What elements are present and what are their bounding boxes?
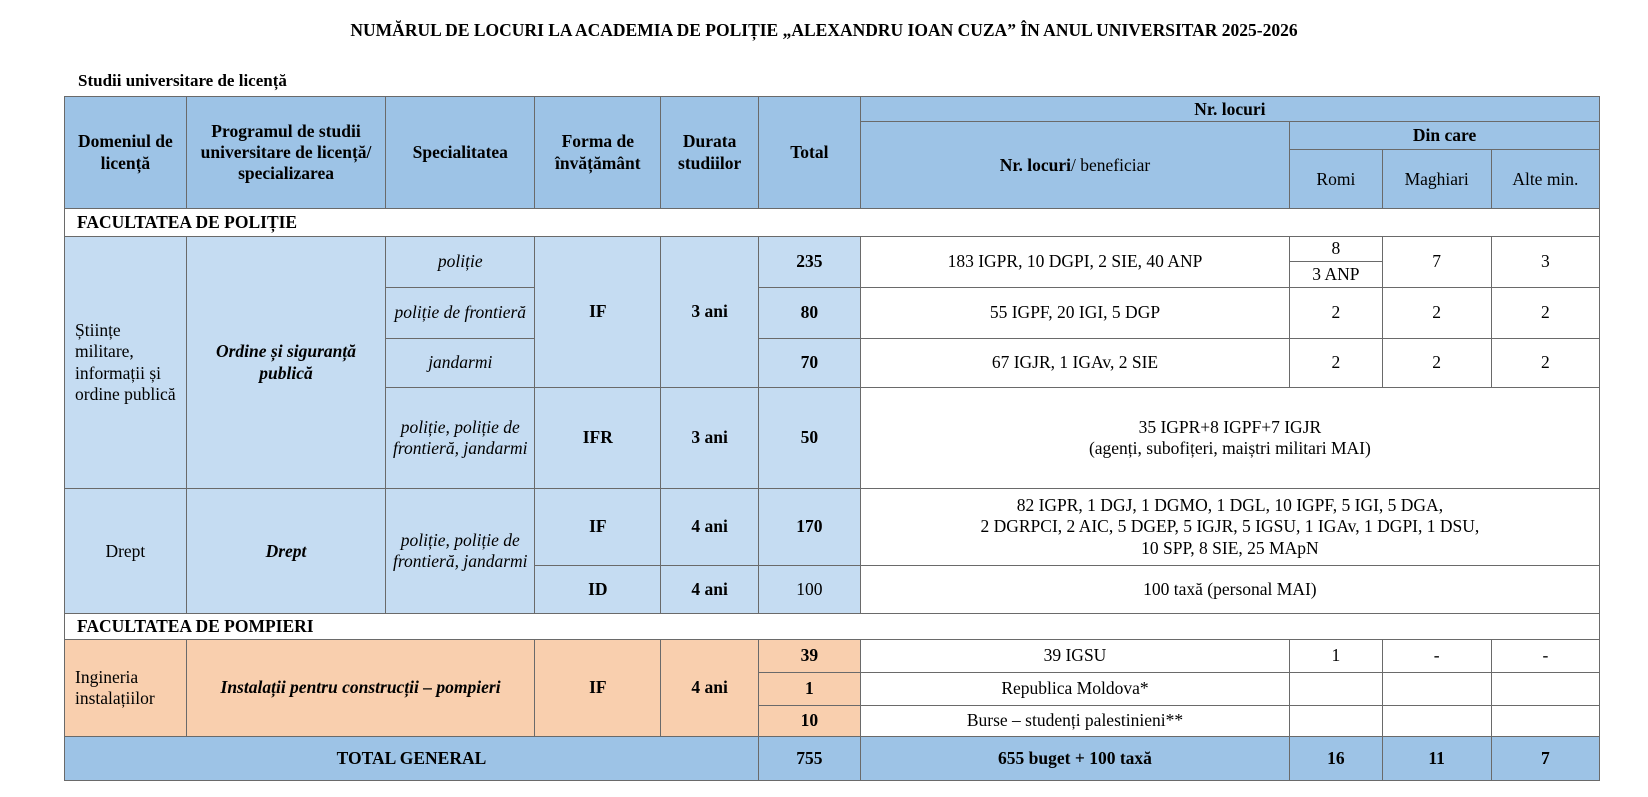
- document-subtitle: Studii universitare de licență: [78, 71, 287, 90]
- romi-palestina: [1290, 705, 1382, 737]
- total-drept-if: 170: [758, 489, 860, 565]
- maghiari-moldova: [1382, 672, 1491, 705]
- benef-ifr-line2: (agenți, subofițeri, maiștri militari MAI): [1088, 437, 1371, 458]
- total-jandarmi: 70: [758, 338, 860, 387]
- total-politie-frontiera: 80: [758, 287, 860, 338]
- romi-moldova: [1290, 672, 1382, 705]
- benef-drept-if: [860, 489, 1599, 565]
- header-nr-locuri: Nr. locuri: [860, 97, 1599, 122]
- benef-drept-if-line1: 82 IGPR, 1 DGJ, 1 DGMO, 1 DGL, 10 IGPF, 5 IGI, 5 DGA,: [1016, 494, 1444, 515]
- durata-3ani: 3 ani: [661, 236, 759, 387]
- spec-politie-frontiera: poliție de frontieră: [386, 287, 535, 338]
- places-table: [64, 96, 1600, 781]
- forma-ifr: IFR: [535, 387, 661, 489]
- program-drept: Drept: [186, 489, 385, 614]
- total-general-alte: 7: [1491, 737, 1599, 781]
- benef-politie: 183 IGPR, 10 DGPI, 2 SIE, 40 ANP: [860, 236, 1289, 287]
- benef-igsu: 39 IGSU: [860, 639, 1289, 672]
- domain-ingineria: Ingineria instalațiilor: [65, 639, 187, 737]
- romi-politie: [1290, 236, 1382, 287]
- spec-jandarmi: jandarmi: [386, 338, 535, 387]
- spec-drept: poliție, poliție de frontieră, jandarmi: [386, 489, 535, 614]
- total-palestina: 10: [758, 705, 860, 737]
- alte-politie: 3: [1491, 236, 1599, 287]
- total-general-benef: 655 buget + 100 taxă: [860, 737, 1289, 781]
- durata-drept-id: 4 ani: [661, 565, 759, 614]
- header-domeniu: Domeniul de licență: [65, 97, 187, 209]
- total-moldova: 1: [758, 672, 860, 705]
- romi-jandarmi: 2: [1290, 338, 1382, 387]
- header-program: Programul de studii universitare de licență/ specializarea: [186, 97, 385, 209]
- romi-politie-bottom: 3 ANP: [1312, 264, 1360, 285]
- header-maghiari: Maghiari: [1382, 150, 1491, 209]
- romi-politie-frontiera: 2: [1290, 287, 1382, 338]
- domain-drept: Drept: [65, 489, 187, 614]
- maghiari-politie-frontiera: 2: [1382, 287, 1491, 338]
- benef-drept-if-line3: 10 SPP, 8 SIE, 25 MApN: [1141, 537, 1319, 558]
- forma-drept-id: ID: [535, 565, 661, 614]
- durata-ifr: 3 ani: [661, 387, 759, 489]
- maghiari-politie: 7: [1382, 236, 1491, 287]
- spec-politie: poliție: [386, 236, 535, 287]
- benef-ifr: [860, 387, 1599, 489]
- alte-palestina: [1491, 705, 1599, 737]
- total-general-label: TOTAL GENERAL: [65, 737, 759, 781]
- alte-moldova: [1491, 672, 1599, 705]
- benef-palestina: Burse – studenți palestinieni**: [860, 705, 1289, 737]
- header-nr-beneficiar: [860, 122, 1289, 209]
- total-general-total: 755: [758, 737, 860, 781]
- header-specialitate: Specialitatea: [386, 97, 535, 209]
- program-ordine: Ordine și siguranță publică: [186, 236, 385, 488]
- maghiari-jandarmi: 2: [1382, 338, 1491, 387]
- benef-politie-frontiera: 55 IGPF, 20 IGI, 5 DGP: [860, 287, 1289, 338]
- romi-igsu: 1: [1290, 639, 1382, 672]
- total-general-maghiari: 11: [1382, 737, 1491, 781]
- forma-pompieri: IF: [535, 639, 661, 737]
- alte-igsu: -: [1491, 639, 1599, 672]
- spec-ifr: poliție, poliție de frontieră, jandarmi: [386, 387, 535, 489]
- program-instalatii: Instalații pentru construcții – pompieri: [186, 639, 535, 737]
- header-nr-beneficiar-bold: Nr. locuri: [999, 154, 1072, 175]
- header-alte: Alte min.: [1491, 150, 1599, 209]
- header-din-care: Din care: [1290, 122, 1600, 150]
- alte-jandarmi: 2: [1491, 338, 1599, 387]
- total-igsu: 39: [758, 639, 860, 672]
- benef-drept-if-line2: 2 DGRPCI, 2 AIC, 5 DGEP, 5 IGJR, 5 IGSU, 1 IGAv, 1 DGPI, 1 DSU,: [980, 516, 1480, 537]
- section-politie: FACULTATEA DE POLIȚIE: [65, 209, 1600, 237]
- document-title: NUMĂRUL DE LOCURI LA ACADEMIA DE POLIȚIE „ALEXANDRU IOAN CUZA” ÎN ANUL UNIVERSITAR 2025-2026: [350, 20, 1298, 40]
- benef-ifr-line1: 35 IGPR+8 IGPF+7 IGJR: [1138, 416, 1322, 437]
- total-ifr: 50: [758, 387, 860, 489]
- maghiari-palestina: [1382, 705, 1491, 737]
- total-politie: 235: [758, 236, 860, 287]
- durata-drept-if: 4 ani: [661, 489, 759, 565]
- benef-drept-id: 100 taxă (personal MAI): [860, 565, 1599, 614]
- forma-if: IF: [535, 236, 661, 387]
- total-general-romi: 16: [1290, 737, 1382, 781]
- total-drept-id: 100: [758, 565, 860, 614]
- header-total: Total: [758, 97, 860, 209]
- forma-drept-if: IF: [535, 489, 661, 565]
- header-forma: Forma de învățământ: [535, 97, 661, 209]
- header-durata: Durata studiilor: [661, 97, 759, 209]
- maghiari-igsu: -: [1382, 639, 1491, 672]
- benef-jandarmi: 67 IGJR, 1 IGAv, 2 SIE: [860, 338, 1289, 387]
- domain-stiinte-militare: Științe militare, informații și ordine publică: [65, 236, 187, 488]
- romi-politie-top: 8: [1290, 236, 1381, 262]
- section-pompieri: FACULTATEA DE POMPIERI: [65, 614, 1600, 639]
- benef-moldova: Republica Moldova*: [860, 672, 1289, 705]
- durata-pompieri: 4 ani: [661, 639, 759, 737]
- alte-politie-frontiera: 2: [1491, 287, 1599, 338]
- header-romi: Romi: [1290, 150, 1382, 209]
- header-nr-beneficiar-rest: / beneficiar: [1071, 154, 1151, 175]
